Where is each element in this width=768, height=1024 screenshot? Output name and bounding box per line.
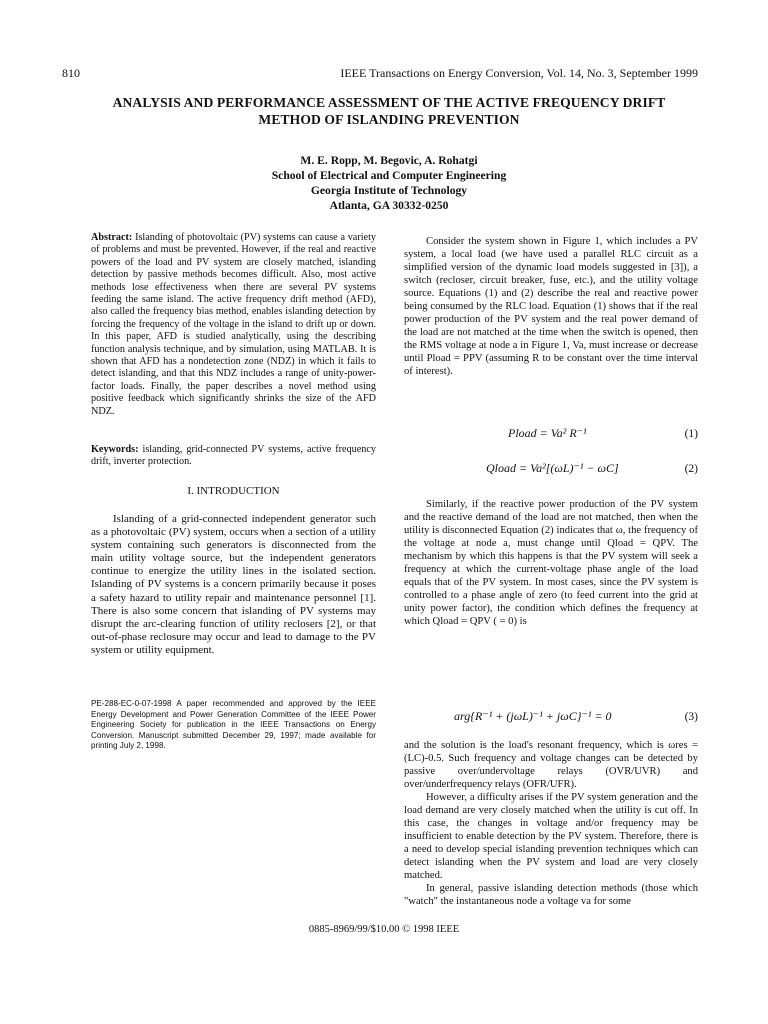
keywords	[91, 444, 376, 469]
intro-paragraph	[91, 513, 376, 657]
equation-2-expression: Qload = Va²[(ωL)⁻¹ − ωC]	[486, 461, 619, 475]
journal-header: IEEE Transactions on Energy Conversion, Vol. 14, No. 3, September 1999	[340, 66, 698, 80]
page-number: 810	[62, 66, 80, 80]
equation-3-expression: arg{R⁻¹ + (jωL)⁻¹ + jωC}⁻¹ = 0	[454, 709, 612, 723]
equation-1	[404, 426, 698, 450]
equation-2	[404, 461, 698, 485]
equation-1-expression: Pload = Va² R⁻¹	[508, 426, 587, 440]
author-block	[80, 153, 698, 213]
right-paragraph-1	[404, 235, 698, 378]
author-location: Atlanta, GA 30332-0250	[329, 199, 449, 212]
right-text-2: Similarly, if the reactive power production of the PV system and the reactive demand of the load are not matched, then when the utility is disconnected Equation (2) indicates that ω, the frequency of the voltage at node a, must change until Qload = QPV. The mechanism by which this happens is that the PV system will seek a frequency at which the current-voltage phase angle of the load equals that of the PV system. In most cases, since the PV system is controlled to a phase angle of zero (to feed current into the grid at unity power factor), the condition which defines the frequency at which Qload = QPV ( = 0) is	[404, 499, 698, 627]
abstract-label: Abstract:	[91, 232, 133, 243]
right-paragraph-3	[404, 739, 698, 908]
keywords-text: islanding, grid-connected PV systems, active frequency drift, inverter protection.	[91, 444, 376, 468]
author-institute: Georgia Institute of Technology	[310, 184, 468, 197]
right-text-3: and the solution is the load's resonant frequency, which is ωres = (LC)-0.5. Such frequency and voltage changes can be detected by passive over/undervoltage relays (OVR/UVR) and over/underfrequency relays (OFR/UFR).	[404, 740, 698, 790]
equation-3	[404, 709, 698, 733]
footnote: PE-288-EC-0-07-1998 A paper recommended and approved by the IEEE Energy Development and Power Generation Committee of the IEEE Power Engineering Society for publication in the IEEE Transactions on Energy Conversion. Manuscript submitted December 29, 1997; made available for printing July 2, 1998.	[91, 699, 376, 751]
equation-1-number: (1)	[684, 428, 698, 440]
paper-title: ANALYSIS AND PERFORMANCE ASSESSMENT OF THE ACTIVE FREQUENCY DRIFT METHOD OF ISLANDING PREVENTION	[112, 95, 666, 127]
author-school: School of Electrical and Computer Engineering	[271, 169, 507, 182]
author-names: M. E. Ropp, M. Begovic, A. Rohatgi	[300, 154, 478, 167]
equation-3-number: (3)	[684, 711, 698, 723]
copyright-line: 0885-8969/99/$10.00 © 1998 IEEE	[308, 924, 460, 935]
keywords-label: Keywords:	[91, 444, 139, 455]
right-text-4: However, a difficulty arises if the PV system generation and the load demand are very closely matched when the utility is cut off. In this case, the changes in voltage and/or frequency may be insufficient to enable detection by the PV system. Therefore, there is a need to develop special islanding prevention techniques which can detect islanding when the PV system and load are very closely matched.	[404, 792, 698, 881]
right-paragraph-2	[404, 498, 698, 628]
section-heading: I. INTRODUCTION	[187, 485, 280, 497]
equation-2-number: (2)	[684, 463, 698, 475]
intro-text: Islanding of a grid-connected independent generator such as a photovoltaic (PV) system, occurs when a section of a utility system containing such generators is disconnected from the main utility voltage source, but the independent generators continue to energize the utility lines in the isolated section. Islanding of PV systems is a concern primarily because it poses a safety hazard to utility repair and maintenance personnel [1]. There is also some concern that islanding of PV systems may disrupt the arc-clearing function of utility reclosers [2], or that out-of-phase reclosure may occur and lead to damage to the PV system or utility equipment.	[91, 513, 376, 656]
right-text-5: In general, passive islanding detection methods (those which "watch" the instantaneous node a voltage va for some	[404, 883, 698, 907]
abstract	[91, 232, 376, 418]
abstract-text: Islanding of photovoltaic (PV) systems can cause a variety of problems and must be prevented. However, if the real and reactive powers of the load and PV system are closely matched, islanding detection by passive methods becomes difficult. Also, most active methods lose effectiveness when there are several PV systems feeding the same island. The active frequency drift method (AFD), also called the frequency bias method, enables islanding detection by forcing the frequency of the voltage in the island to drift up or down. In this paper, AFD is studied analytically, using the describing function analysis technique, and by simulation, using MATLAB. It is shown that AFD has a nondetection zone (NDZ) in which it fails to detect islanding, and that this NDZ includes a range of unity-power-factor loads. Finally, the paper describes a novel method using positive feedback which significantly shrinks the size of the AFD NDZ.	[91, 232, 377, 417]
right-text-1: Consider the system shown in Figure 1, which includes a PV system, a local load (we have used a parallel RLC circuit as a simplified version of the dynamic load models suggested in [3]), a switch (recloser, circuit breaker, fuse, etc.), and the utility voltage source. Equations (1) and (2) describe the real and reactive power being consumed by the RLC load. Equation (1) shows that if the real power production of the PV system and the real power demand of the load are not matched at the time when the switch is opened, then the RMS voltage at node a in Figure 1, Va, must increase or decrease until Pload = PPV (assuming R to be constant over the time interval of interest).	[404, 236, 698, 377]
